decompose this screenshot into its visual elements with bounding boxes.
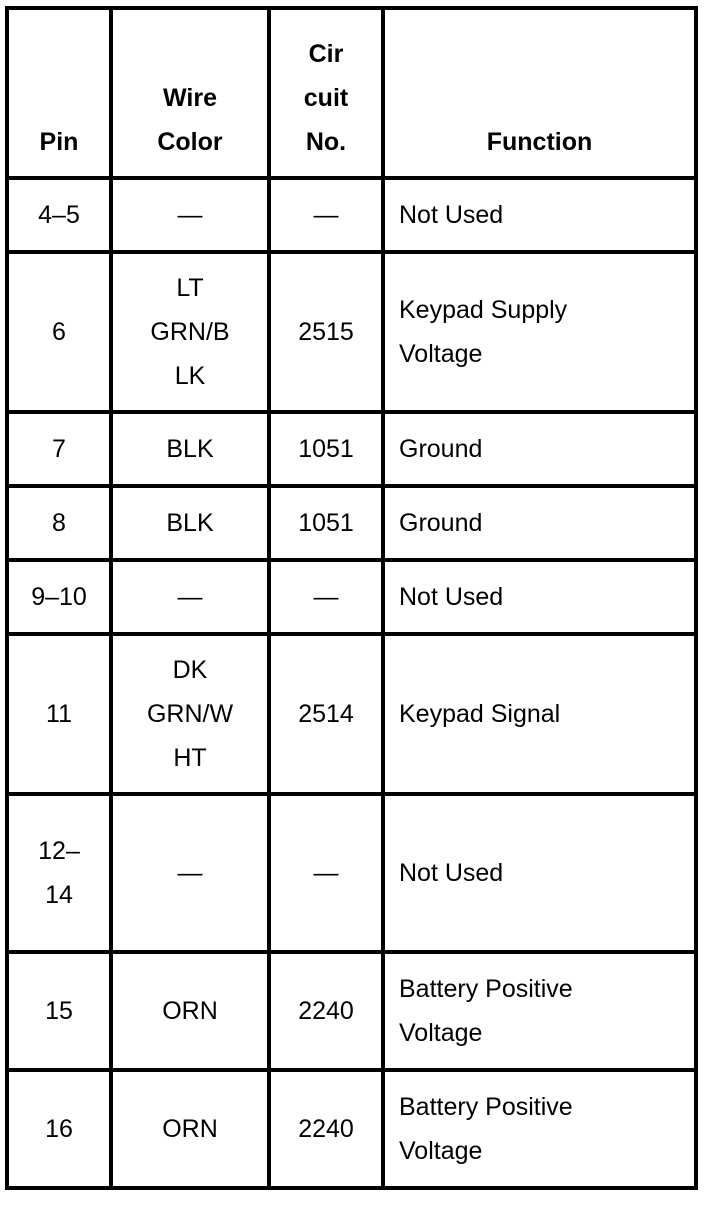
wire-text: — — [177, 859, 203, 887]
header-row — [7, 8, 696, 178]
function-text: Not Used — [399, 859, 504, 887]
wire-text: GRN/B — [150, 318, 230, 346]
wire-text: DK — [172, 656, 208, 684]
wire-cell — [111, 952, 269, 1070]
function-cell — [383, 178, 696, 252]
function-text: Not Used — [399, 583, 504, 611]
function-cell — [383, 252, 696, 412]
pin-text: 6 — [52, 318, 66, 346]
circuit-cell — [269, 634, 383, 794]
function-cell — [383, 412, 696, 486]
function-cell — [383, 1070, 696, 1188]
circuit-text: 2240 — [298, 1115, 354, 1143]
wire-text: LT — [176, 274, 204, 302]
wire-text: BLK — [166, 435, 214, 463]
wire-cell — [111, 252, 269, 412]
wire-text: — — [177, 583, 203, 611]
header-circuit-line-2: cuit — [303, 84, 349, 112]
function-text: Keypad Signal — [399, 700, 561, 728]
table-row — [7, 178, 696, 252]
wire-cell — [111, 178, 269, 252]
pin-cell — [7, 952, 111, 1070]
pin-text: 4–5 — [38, 201, 80, 229]
pin-cell — [7, 412, 111, 486]
function-cell — [383, 794, 696, 952]
circuit-text: 2515 — [298, 318, 354, 346]
wire-text: — — [177, 201, 203, 229]
circuit-text: — — [313, 583, 339, 611]
table-row — [7, 794, 696, 952]
wire-text: GRN/W — [146, 700, 234, 728]
table-row — [7, 486, 696, 560]
header-circuit-line-1: Cir — [308, 40, 344, 68]
table-row — [7, 634, 696, 794]
wire-cell — [111, 634, 269, 794]
circuit-cell — [269, 412, 383, 486]
function-text: Keypad Supply — [399, 296, 568, 324]
table-row — [7, 952, 696, 1070]
wire-cell — [111, 412, 269, 486]
header-circuit-line-3: No. — [305, 128, 347, 156]
table-row — [7, 560, 696, 634]
connector-pinout-table — [5, 6, 698, 1190]
pin-text: 8 — [52, 509, 66, 537]
function-cell — [383, 952, 696, 1070]
pin-cell — [7, 486, 111, 560]
pin-text: 12– — [38, 837, 80, 865]
pin-cell — [7, 560, 111, 634]
header-function-label: Function — [486, 128, 593, 156]
function-cell — [383, 634, 696, 794]
wire-cell — [111, 794, 269, 952]
header-circuit-no — [269, 8, 383, 178]
function-text: Battery Positive — [399, 1093, 573, 1121]
wire-text: ORN — [162, 1115, 218, 1143]
wire-text: LK — [174, 362, 206, 390]
pin-cell — [7, 634, 111, 794]
function-text: Ground — [399, 509, 483, 537]
table-row — [7, 1070, 696, 1188]
wire-text: BLK — [166, 509, 214, 537]
circuit-text: 1051 — [298, 435, 354, 463]
circuit-cell — [269, 794, 383, 952]
circuit-cell — [269, 1070, 383, 1188]
circuit-cell — [269, 952, 383, 1070]
header-wire-line-1: Wire — [163, 84, 217, 112]
wire-cell — [111, 486, 269, 560]
circuit-text: 2514 — [298, 700, 354, 728]
header-wire-color — [111, 8, 269, 178]
table-row — [7, 412, 696, 486]
circuit-text: 2240 — [298, 997, 354, 1025]
header-function — [383, 8, 696, 178]
table-row — [7, 252, 696, 412]
wire-cell — [111, 560, 269, 634]
pin-text: 14 — [45, 881, 73, 909]
circuit-text: — — [313, 859, 339, 887]
function-text: Battery Positive — [399, 975, 573, 1003]
circuit-text: — — [313, 201, 339, 229]
circuit-cell — [269, 486, 383, 560]
circuit-cell — [269, 178, 383, 252]
circuit-cell — [269, 560, 383, 634]
wire-text: ORN — [162, 997, 218, 1025]
pin-cell — [7, 252, 111, 412]
function-text: Not Used — [399, 201, 504, 229]
pin-text: 7 — [52, 435, 66, 463]
pin-text: 11 — [46, 700, 72, 728]
pin-cell — [7, 1070, 111, 1188]
wire-cell — [111, 1070, 269, 1188]
function-text: Ground — [399, 435, 483, 463]
function-text: Voltage — [399, 1137, 483, 1165]
function-text: Voltage — [399, 340, 483, 368]
circuit-cell — [269, 252, 383, 412]
pin-cell — [7, 178, 111, 252]
header-pin — [7, 8, 111, 178]
pin-text: 9–10 — [31, 583, 87, 611]
function-cell — [383, 560, 696, 634]
wire-text: HT — [173, 744, 207, 772]
header-pin-label: Pin — [39, 128, 79, 156]
circuit-text: 1051 — [298, 509, 354, 537]
function-cell — [383, 486, 696, 560]
pin-text: 16 — [45, 1115, 73, 1143]
pin-cell — [7, 794, 111, 952]
header-wire-line-2: Color — [157, 128, 223, 156]
pin-text: 15 — [45, 997, 73, 1025]
function-text: Voltage — [399, 1019, 483, 1047]
